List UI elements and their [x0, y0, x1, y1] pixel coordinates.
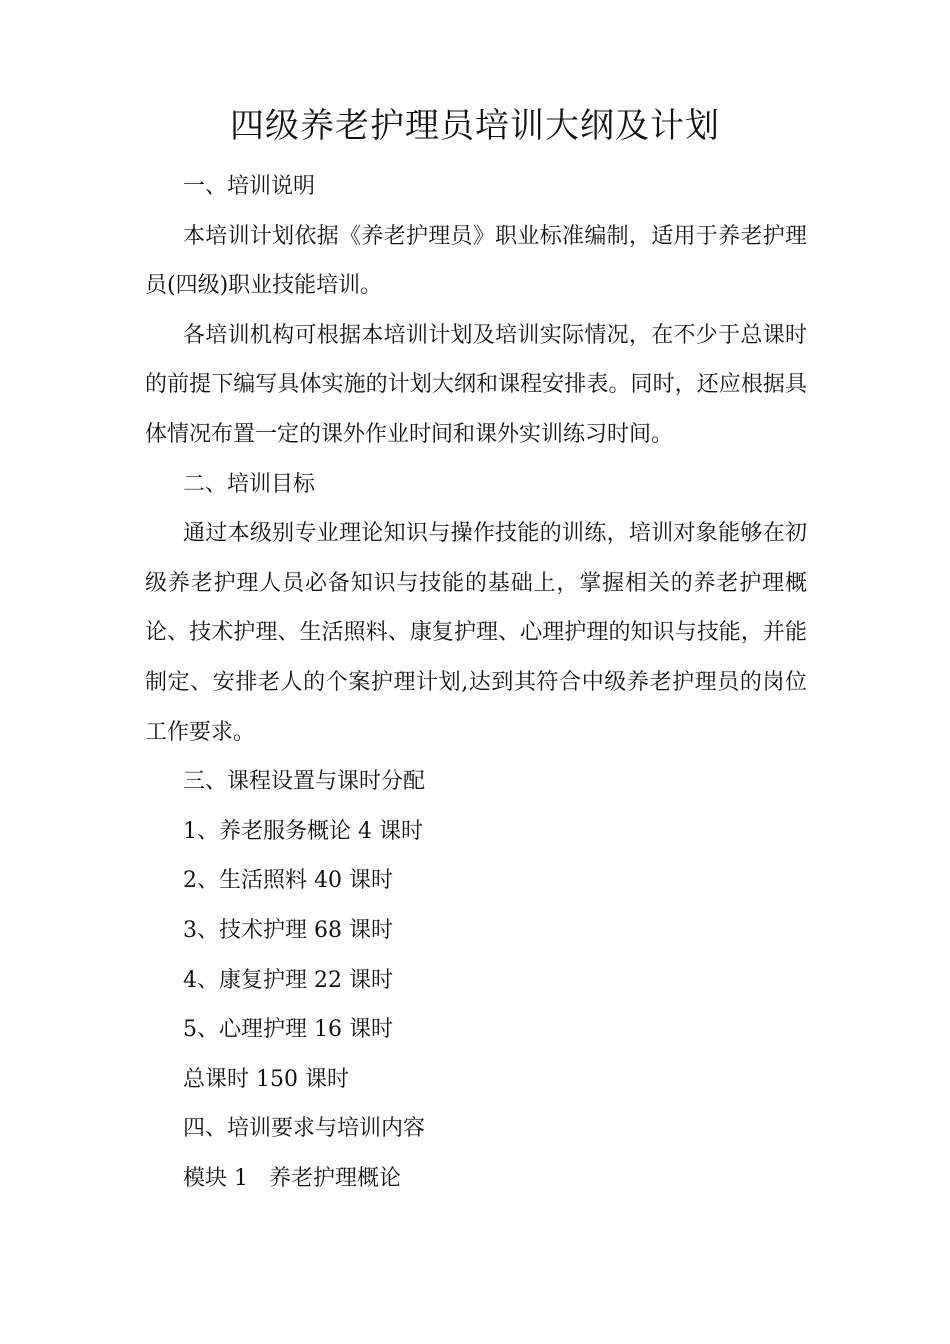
document-body [145, 162, 807, 1203]
course-item: 1、养老服务概论 4 课时 [183, 818, 423, 844]
section-heading-4: 四、培训要求与培训内容 [183, 1116, 426, 1142]
total-hours: 总课时 150 课时 [183, 1066, 349, 1092]
paragraph-training-scope: 本培训计划依据《养老护理员》职业标准编制，适用于养老护理员(四级)职业技能培训。 [145, 223, 807, 299]
course-item: 4、康复护理 22 课时 [183, 967, 393, 993]
section-heading-3: 三、课程设置与课时分配 [183, 769, 426, 795]
document-title: 四级养老护理员培训大纲及计划 [230, 106, 720, 146]
paragraph-training-arrangement: 各培训机构可根据本培训计划及培训实际情况，在不少于总课时的前提下编写具体实施的计划大纲和课程安排表。同时，还应根据具体情况布置一定的课外作业时间和课外实训练习时间。 [145, 322, 807, 447]
course-item: 3、技术护理 68 课时 [183, 917, 393, 943]
course-item: 2、生活照料 40 课时 [183, 868, 393, 894]
course-item: 5、心理护理 16 课时 [183, 1017, 393, 1043]
section-heading-1: 一、培训说明 [183, 174, 316, 199]
paragraph-training-goal: 通过本级别专业理论知识与操作技能的训练，培训对象能够在初级养老护理人员必备知识与技能的基础上，掌握相关的养老护理概论、技术护理、生活照料、康复护理、心理护理的知识与技能，并能制定、安排老人的个案护理计划,达到其符合中级养老护理员的岗位工作要求。 [145, 521, 807, 745]
section-heading-2: 二、培训目标 [183, 471, 316, 497]
module-heading: 模块 1 养老护理概论 [183, 1165, 401, 1191]
